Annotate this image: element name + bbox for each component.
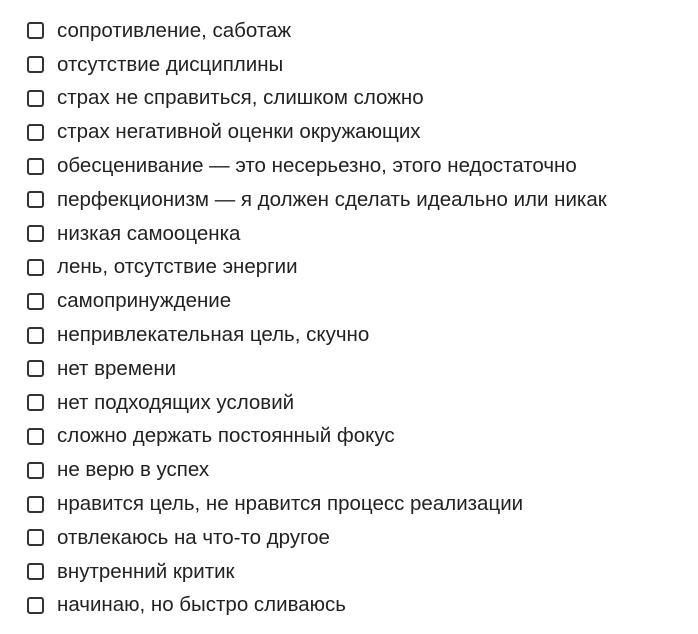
checkbox[interactable] bbox=[27, 56, 44, 73]
checklist-item-label: перфекционизм — я должен сделать идеально или никак bbox=[57, 187, 607, 211]
checklist-item-label: внутренний критик bbox=[57, 559, 235, 583]
checkbox[interactable] bbox=[27, 124, 44, 141]
checklist-item-label: самопринуждение bbox=[57, 289, 232, 313]
checklist-item[interactable] bbox=[27, 487, 698, 521]
checkbox[interactable] bbox=[27, 496, 44, 513]
checklist-item-label: не верю в успех bbox=[57, 458, 210, 482]
checklist-item[interactable] bbox=[27, 183, 698, 217]
checklist-item[interactable] bbox=[27, 284, 698, 318]
checkbox[interactable] bbox=[27, 394, 44, 411]
checklist-item[interactable] bbox=[27, 251, 698, 285]
checkbox[interactable] bbox=[27, 90, 44, 107]
checklist-item[interactable] bbox=[27, 318, 698, 352]
checklist-item[interactable] bbox=[27, 352, 698, 386]
checkbox[interactable] bbox=[27, 158, 44, 175]
checkbox[interactable] bbox=[27, 327, 44, 344]
checklist-item-label: страх негативной оценки окружающих bbox=[57, 120, 421, 144]
checklist-item[interactable] bbox=[27, 115, 698, 149]
checklist-item-label: нет времени bbox=[57, 356, 177, 380]
checkbox[interactable] bbox=[27, 529, 44, 546]
checklist-item-label: сопротивление, саботаж bbox=[57, 18, 292, 42]
checkbox[interactable] bbox=[27, 597, 44, 614]
checkbox[interactable] bbox=[27, 428, 44, 445]
checklist-item[interactable] bbox=[27, 217, 698, 251]
checklist-item-label: непривлекательная цель, скучно bbox=[57, 323, 370, 347]
checklist-item[interactable] bbox=[27, 48, 698, 82]
checklist-item-label: страх не справиться, слишком сложно bbox=[57, 86, 424, 110]
checklist-item-label: отвлекаюсь на что-то другое bbox=[57, 525, 330, 549]
checkbox[interactable] bbox=[27, 293, 44, 310]
checklist-item[interactable] bbox=[27, 589, 698, 623]
checkbox[interactable] bbox=[27, 563, 44, 580]
checklist-item[interactable] bbox=[27, 14, 698, 48]
checklist-item-label: нравится цель, не нравится процесс реализации bbox=[57, 492, 524, 516]
checklist-item-label: нет подходящих условий bbox=[57, 390, 295, 414]
checklist-item-label: начинаю, но быстро сливаюсь bbox=[57, 593, 346, 617]
checklist-item[interactable] bbox=[27, 555, 698, 589]
checklist-item-label: низкая самооценка bbox=[57, 221, 241, 245]
checkbox[interactable] bbox=[27, 225, 44, 242]
checklist-item[interactable] bbox=[27, 386, 698, 420]
checklist-item[interactable] bbox=[27, 149, 698, 183]
checkbox[interactable] bbox=[27, 22, 44, 39]
checklist-item-label: отсутствие дисциплины bbox=[57, 52, 284, 76]
checklist-item-label: обесценивание — это несерьезно, этого недостаточно bbox=[57, 154, 577, 178]
checkbox[interactable] bbox=[27, 462, 44, 479]
checklist-item[interactable] bbox=[27, 82, 698, 116]
checklist-item[interactable] bbox=[27, 420, 698, 454]
checklist-item-label: сложно держать постоянный фокус bbox=[57, 424, 395, 448]
checkbox[interactable] bbox=[27, 259, 44, 276]
checklist-item[interactable] bbox=[27, 453, 698, 487]
checklist-item-label: лень, отсутствие энергии bbox=[57, 255, 298, 279]
checklist-item[interactable] bbox=[27, 521, 698, 555]
checkbox[interactable] bbox=[27, 191, 44, 208]
checkbox[interactable] bbox=[27, 360, 44, 377]
